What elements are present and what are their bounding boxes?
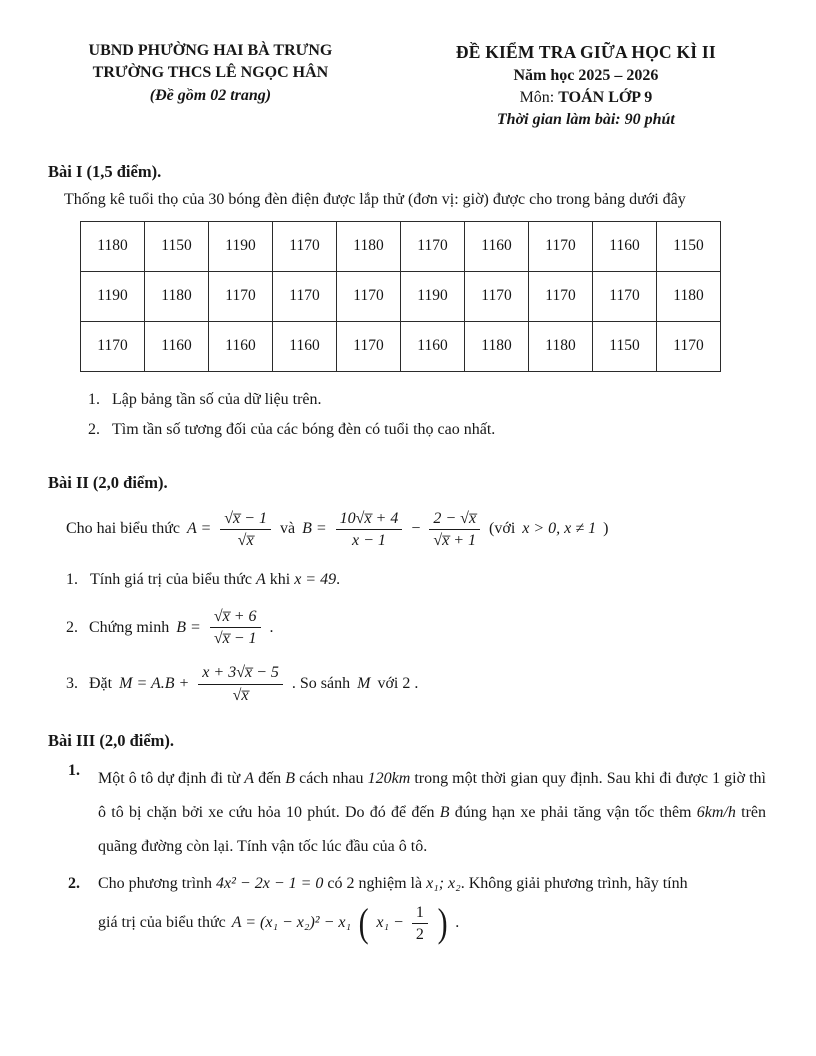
table-cell: 1170 bbox=[529, 271, 593, 321]
text-fragment: Một ô tô dự định đi từ bbox=[98, 769, 245, 787]
school-year: Năm học 2025 – 2026 bbox=[513, 66, 659, 84]
text-fragment: Cho phương trình bbox=[98, 874, 213, 892]
question-text: Lập bảng tần số của dữ liệu trên. bbox=[112, 390, 322, 408]
section1-questions bbox=[88, 385, 770, 445]
question-item bbox=[68, 762, 770, 864]
table-cell: 1170 bbox=[81, 321, 145, 371]
table-cell: 1150 bbox=[657, 221, 721, 271]
math-expression: x₁ − bbox=[376, 914, 404, 932]
variable: A bbox=[255, 571, 266, 589]
fraction-denominator: √x̅ bbox=[198, 684, 283, 705]
question-number: 1. bbox=[68, 761, 80, 779]
lifetime-table bbox=[80, 221, 721, 372]
question-number: 2. bbox=[66, 618, 78, 636]
question-number: 2. bbox=[88, 420, 100, 438]
text-fragment: giá trị của biểu thức bbox=[98, 914, 226, 932]
table-cell: 1170 bbox=[209, 271, 273, 321]
question-continuation: giá trị của biểu thức A = (x₁ − x₂)² − x₁ ( x₁ − $\frac{1}{2}$ ) . bbox=[98, 900, 460, 946]
minus-sign: − bbox=[411, 520, 421, 538]
variable: B bbox=[439, 803, 450, 821]
table-cell: 1170 bbox=[465, 271, 529, 321]
table-cell: 1180 bbox=[145, 271, 209, 321]
text-fragment: . bbox=[336, 571, 341, 589]
fraction-denominator: √x̅ + 1 bbox=[429, 529, 480, 550]
text-fragment: trên quãng đường còn lại. Tính vận tốc lúc đầu của ô tô. bbox=[98, 803, 767, 855]
variable: A bbox=[244, 769, 255, 787]
table-cell: 1180 bbox=[81, 221, 145, 271]
text-fragment: cách nhau bbox=[295, 769, 368, 787]
table-cell: 1190 bbox=[81, 271, 145, 321]
math-expression: A = (x₁ − x₂)² − x₁ bbox=[231, 914, 352, 932]
question-text: Tìm tần số tương đối của các bóng đèn có tuổi thọ cao nhất. bbox=[112, 420, 496, 438]
school-name: TRƯỜNG THCS LÊ NGỌC HÂN bbox=[92, 64, 329, 82]
text-fragment: trong một thời gian quy định. Sau khi đi được 1 giờ thì ô tô bị chặn bởi xe cứu hỏa 10 phút. Do đó để đến bbox=[98, 769, 767, 821]
fraction-numerator: 10√x̅ + 4 bbox=[339, 509, 399, 527]
condition-close: ) bbox=[603, 520, 609, 538]
subject-line bbox=[402, 87, 770, 109]
pages-note: (Đề gồm 02 trang) bbox=[149, 86, 272, 104]
question-text bbox=[98, 762, 770, 864]
table-cell: 1160 bbox=[593, 221, 657, 271]
fraction-numerator: 1 bbox=[415, 903, 424, 921]
section3-heading: Bài III (2,0 điểm). bbox=[48, 730, 175, 750]
table-cell: 1170 bbox=[593, 271, 657, 321]
fraction-denominator: x − 1 bbox=[336, 529, 403, 550]
text-fragment: đến bbox=[254, 769, 286, 787]
condition-math: x > 0, x ≠ 1 bbox=[522, 520, 597, 538]
fraction-numerator: √x̅ − 1 bbox=[224, 509, 267, 527]
exam-header bbox=[48, 40, 770, 132]
school-block bbox=[48, 40, 373, 107]
table-cell: 1170 bbox=[337, 271, 401, 321]
quantity: 6km/h bbox=[696, 803, 736, 821]
table-cell: 1190 bbox=[209, 221, 273, 271]
fraction bbox=[198, 663, 283, 704]
subject-value: TOÁN LỚP 9 bbox=[558, 88, 653, 106]
table-cell: 1170 bbox=[273, 221, 337, 271]
math-expression: x₁; x₂ bbox=[426, 874, 461, 892]
expr-a-lhs: A = bbox=[186, 520, 212, 538]
table-cell: 1150 bbox=[145, 221, 209, 271]
table-cell: 1170 bbox=[657, 321, 721, 371]
subject-label: Môn: bbox=[519, 88, 555, 106]
fraction-numerator: 2 − √x̅ bbox=[433, 509, 477, 527]
question-item bbox=[68, 875, 770, 893]
table-cell: 1160 bbox=[145, 321, 209, 371]
question-item bbox=[66, 568, 770, 592]
exam-title: ĐỀ KIỂM TRA GIỮA HỌC KÌ II bbox=[455, 42, 716, 62]
table-cell: 1180 bbox=[337, 221, 401, 271]
section1-heading: Bài I (1,5 điểm). bbox=[48, 161, 162, 181]
table-cell: 1150 bbox=[593, 321, 657, 371]
question-number: 1. bbox=[66, 571, 78, 589]
table-cell: 1190 bbox=[401, 271, 465, 321]
equation-lhs: B = bbox=[176, 618, 201, 636]
issuer-name: UBND PHƯỜNG HAI BÀ TRƯNG bbox=[88, 42, 333, 59]
question-number: 1. bbox=[88, 390, 100, 408]
text-fragment: với 2 . bbox=[377, 675, 419, 693]
table-cell: 1170 bbox=[529, 221, 593, 271]
text-fragment: . bbox=[269, 618, 274, 636]
question-item bbox=[66, 607, 770, 648]
table-row bbox=[81, 321, 721, 371]
condition-open: (với bbox=[489, 520, 516, 538]
question-number: 2. bbox=[68, 874, 80, 892]
quantity: 120km bbox=[367, 769, 411, 787]
text-fragment: có 2 nghiệm là bbox=[327, 874, 423, 892]
fraction bbox=[429, 509, 480, 550]
variable: B bbox=[285, 769, 296, 787]
section1-intro: Thống kê tuổi thọ của 30 bóng đèn điện được lắp thử (đơn vị: giờ) được cho trong bảng dưới đây bbox=[64, 190, 686, 208]
fraction-denominator: 2 bbox=[412, 923, 428, 944]
fraction bbox=[210, 607, 261, 648]
duration-line: Thời gian làm bài: 90 phút bbox=[496, 111, 675, 129]
table-cell: 1180 bbox=[657, 271, 721, 321]
text-fragment: đúng hạn xe phải tăng vận tốc thêm bbox=[449, 803, 697, 821]
fraction bbox=[336, 509, 403, 550]
question-number: 3. bbox=[66, 675, 78, 693]
fraction-numerator: √x̅ + 6 bbox=[213, 608, 257, 626]
section2-intro bbox=[66, 509, 770, 550]
table-cell: 1160 bbox=[465, 221, 529, 271]
math-expression: 4x² − 2x − 1 = 0 bbox=[216, 874, 324, 892]
table-cell: 1170 bbox=[273, 271, 337, 321]
table-cell: 1180 bbox=[465, 321, 529, 371]
text-fragment: . Không giải phương trình, hãy tính bbox=[460, 874, 688, 892]
question-item bbox=[66, 663, 770, 704]
math-expression: x = 49 bbox=[294, 571, 337, 589]
question-text: Chứng minh bbox=[89, 618, 170, 636]
table-cell: 1160 bbox=[209, 321, 273, 371]
text-fragment: Tính giá trị của biểu thức bbox=[90, 571, 252, 589]
intro-conjunction: và bbox=[279, 520, 296, 538]
fraction-denominator: √x̅ bbox=[220, 529, 271, 550]
question-item bbox=[88, 415, 770, 445]
intro-text: Cho hai biểu thức bbox=[66, 520, 180, 538]
expr-b-lhs: B = bbox=[302, 520, 327, 538]
question-text bbox=[90, 568, 340, 592]
fraction bbox=[412, 903, 428, 944]
text-fragment: khi bbox=[269, 571, 291, 589]
variable: M bbox=[357, 675, 371, 693]
table-cell: 1160 bbox=[401, 321, 465, 371]
table-cell: 1170 bbox=[337, 321, 401, 371]
text-fragment: . So sánh bbox=[291, 675, 351, 693]
question-item bbox=[88, 385, 770, 415]
fraction-numerator: x + 3√x̅ − 5 bbox=[202, 664, 279, 682]
fraction bbox=[220, 509, 271, 550]
table-cell: 1180 bbox=[529, 321, 593, 371]
table-row bbox=[81, 221, 721, 271]
question-text: Đặt bbox=[89, 675, 113, 693]
table-cell: 1170 bbox=[401, 221, 465, 271]
text-fragment: . bbox=[455, 914, 460, 932]
exam-title-block bbox=[402, 40, 770, 132]
table-row bbox=[81, 271, 721, 321]
question-text bbox=[98, 875, 688, 893]
equation-lhs: M = A.B + bbox=[119, 675, 190, 693]
table-cell: 1160 bbox=[273, 321, 337, 371]
fraction-denominator: √x̅ − 1 bbox=[210, 627, 261, 648]
section2-heading: Bài II (2,0 điểm). bbox=[48, 472, 168, 492]
